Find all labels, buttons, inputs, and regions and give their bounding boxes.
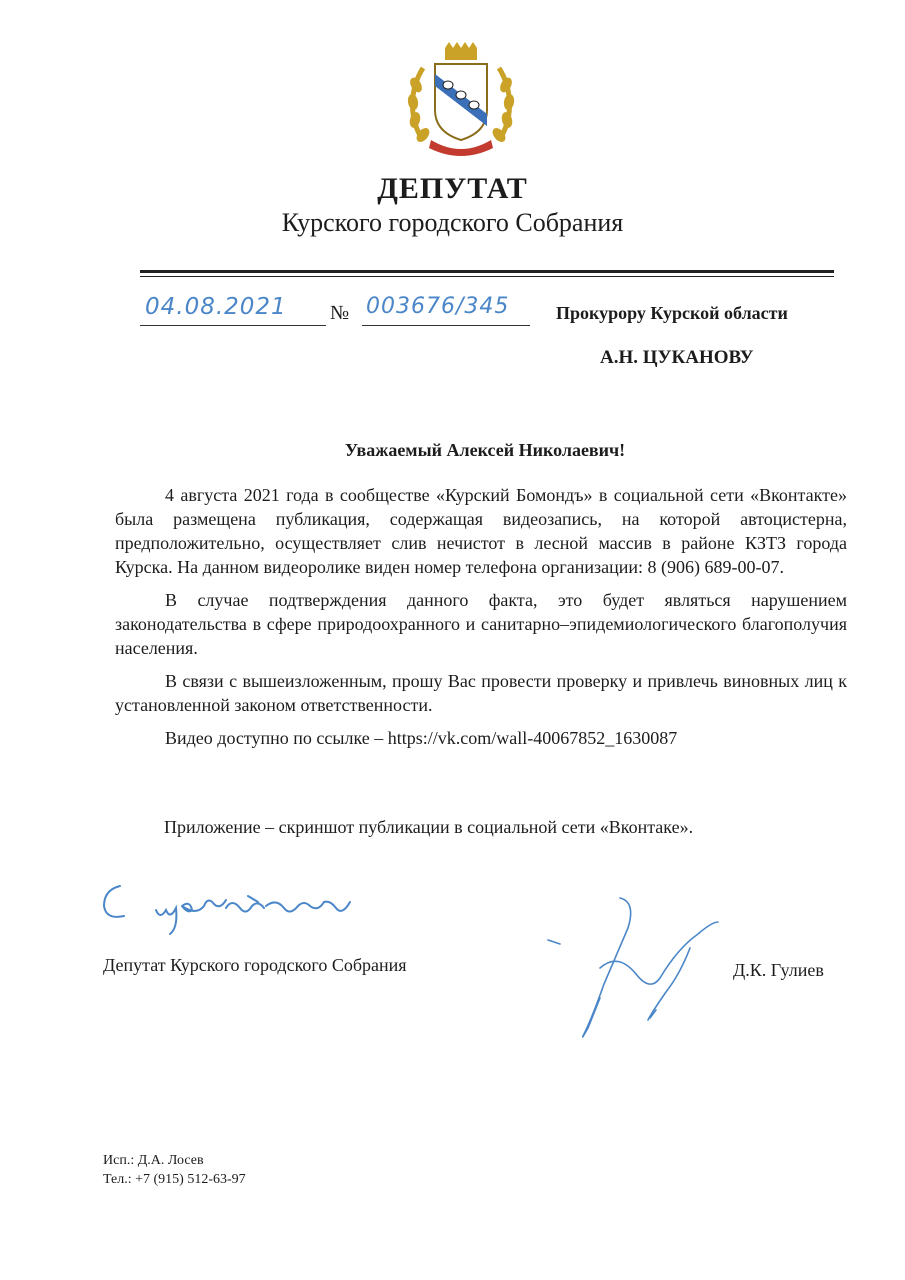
body-paragraph-4: Видео доступно по ссылке – https://vk.com/wall-40067852_1630087 <box>165 728 678 748</box>
addressee-title: Прокурору Курской области <box>556 303 788 323</box>
body-paragraph-2: В случае подтверждения данного факта, это будет являться нарушением законодательства в сфере природоохранного и санитарно–эпидемиологического благополучия населения. <box>115 590 847 658</box>
coat-of-arms-kursk-icon <box>401 40 521 160</box>
handwritten-signature <box>540 888 730 1048</box>
body-paragraph-1: 4 августа 2021 года в сообществе «Курский Бомондъ» в социальной сети «Вконтакте» была размещена публикация, содержащая видеозапись, на которой автоцистерна, предположительно, осуществляет слив нечистот в лесной массив в районе КЗТЗ города Курска. На данном видеоролике виден номер телефона организации: 8 (906) 689-00-07. <box>115 485 847 577</box>
document-title: ДЕПУТАТ <box>377 172 528 205</box>
registration-date: 04.08.2021 <box>145 294 287 320</box>
header-divider-thick <box>140 270 834 273</box>
document-subtitle: Курского городского Собрания <box>281 208 624 237</box>
signatory-role: Депутат Курского городского Собрания <box>103 955 407 975</box>
header-divider-thin <box>140 276 834 277</box>
number-sign: № <box>330 302 350 324</box>
salutation: Уважаемый Алексей Николаевич! <box>344 440 626 460</box>
executor-name: Исп.: Д.А. Лосев <box>103 1153 204 1168</box>
signatory-name: Д.К. Гулиев <box>733 960 824 980</box>
attachment-note: Приложение – скриншот публикации в социальной сети «Вконтаке». <box>164 817 694 837</box>
body-paragraph-3: В связи с вышеизложенным, прошу Вас провести проверку и привлечь виновных лиц к установленной законом ответственности. <box>115 671 847 715</box>
registration-number: 003676/345 <box>366 294 510 319</box>
addressee-name: А.Н. ЦУКАНОВУ <box>600 347 754 368</box>
letter-body <box>115 483 847 750</box>
executor-phone: Тел.: +7 (915) 512-63-97 <box>103 1172 246 1187</box>
handwritten-closing <box>98 876 398 936</box>
